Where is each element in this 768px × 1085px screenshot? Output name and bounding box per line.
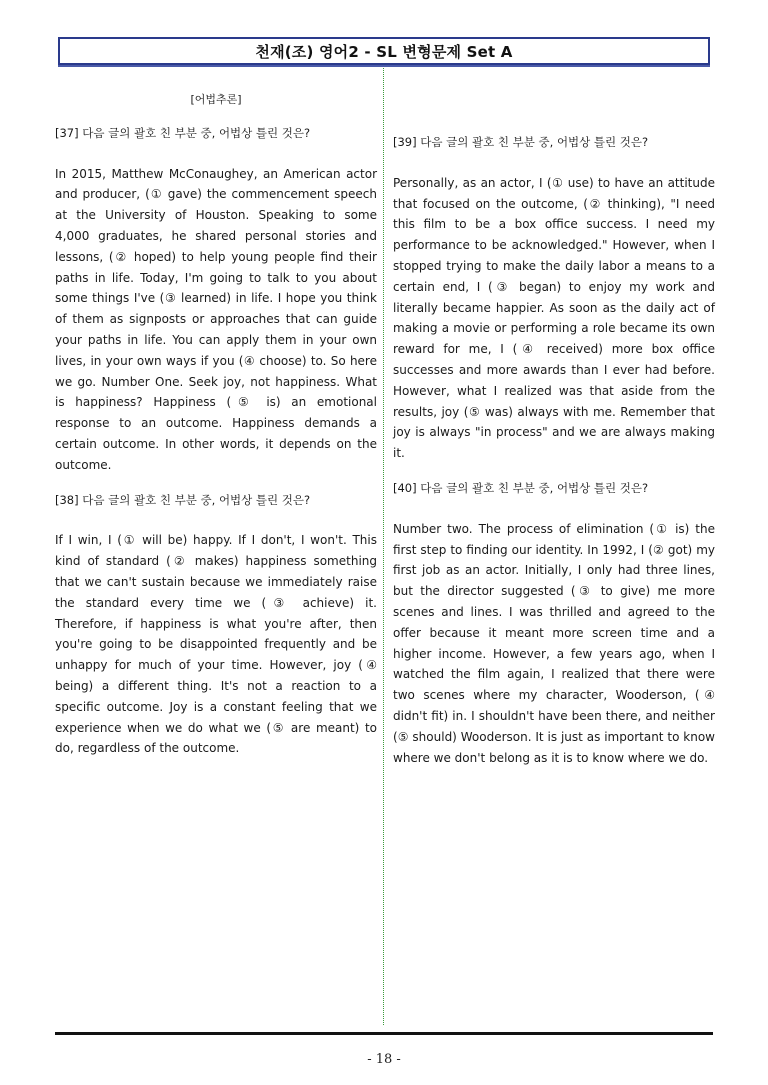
question-40-prompt: [40] 다음 글의 괄호 친 부분 중, 어법상 틀린 것은? xyxy=(393,480,649,495)
right-column xyxy=(393,90,715,782)
left-column xyxy=(55,90,377,773)
column-divider xyxy=(383,68,384,1025)
footer-rule xyxy=(55,1032,713,1035)
question-39-passage: Personally, as an actor, I (① use) to have an attitude that focused on the outcome, (② thinking), "I need this film to be a box office success. I need my performance to be acknowledged." However, when I stopped trying to make the daily labor a means to a certain end, I (③ began) to enjoy my work and literally became happier. As soon as the daily act of making a movie or performing a role became its own reward for me, I (④ received) more box office successes and more awards than I ever had before. However, what I realized was that aside from the results, joy (⑤ was) always with me. Remember that joy is always "in process" and we are always making it. xyxy=(393,175,715,461)
page-title: 천재(조) 영어2 - SL 변형문제 Set A xyxy=(255,42,513,61)
question-37-passage: In 2015, Matthew McConaughey, an American actor and producer, (① gave) the commencement speech at the University of Houston. Speaking to some 4,000 graduates, he shared personal stories and lessons, (② hoped) to help young people find their paths in life. Today, I'm going to talk to you about some things I've (③ learned) in life. I hope you think of them as signposts or approaches that can guide your paths in life. You can apply them in your own lives, in your own ways if you (④ choose) to. So here we go. Number One. Seek joy, not happiness. What is happiness? Happiness (⑤ is) an emotional response to an outcome. Happiness demands a certain outcome. In other words, it depends on the outcome. xyxy=(55,166,377,472)
question-40-passage: Number two. The process of elimination (① is) the first step to finding our identity. In 1992, I (② got) my first job as an actor. Initially, I only had three lines, but the director suggested (③ to give) me more scenes and lines. I was thrilled and agreed to the offer because it meant more screen time and a higher income. However, a few years ago, when I watched the film again, I realized that there were two scenes where my character, Wooderson, (④ didn't fit) in. I shouldn't have been there, and neither (⑤ should) Wooderson. It is just as important to know where we don't belong as it is to know where we do. xyxy=(393,521,715,765)
page-header xyxy=(58,37,710,65)
page-number: - 18 - xyxy=(367,1052,401,1067)
question-38-prompt: [38] 다음 글의 괄호 친 부분 중, 어법상 틀린 것은? xyxy=(55,492,311,507)
question-39-prompt: [39] 다음 글의 괄호 친 부분 중, 어법상 틀린 것은? xyxy=(393,135,649,149)
section-tag: [어법추론] xyxy=(190,93,242,106)
question-38-passage: If I win, I (① will be) happy. If I don't, I won't. This kind of standard (② makes) happiness something that we can't sustain because we immediately raise the standard every time we (③ achieve) it. Therefore, if happiness is what you're after, then you're going to be disappointed frequently and be unhappy for much of your time. However, joy (④ being) a different thing. It's not a reaction to a specific outcome. Joy is a constant feeling that we experience when we do what we (⑤ are meant) to do, regardless of the outcome. xyxy=(55,533,377,756)
question-37-prompt: [37] 다음 글의 괄호 친 부분 중, 어법상 틀린 것은? xyxy=(55,125,311,140)
